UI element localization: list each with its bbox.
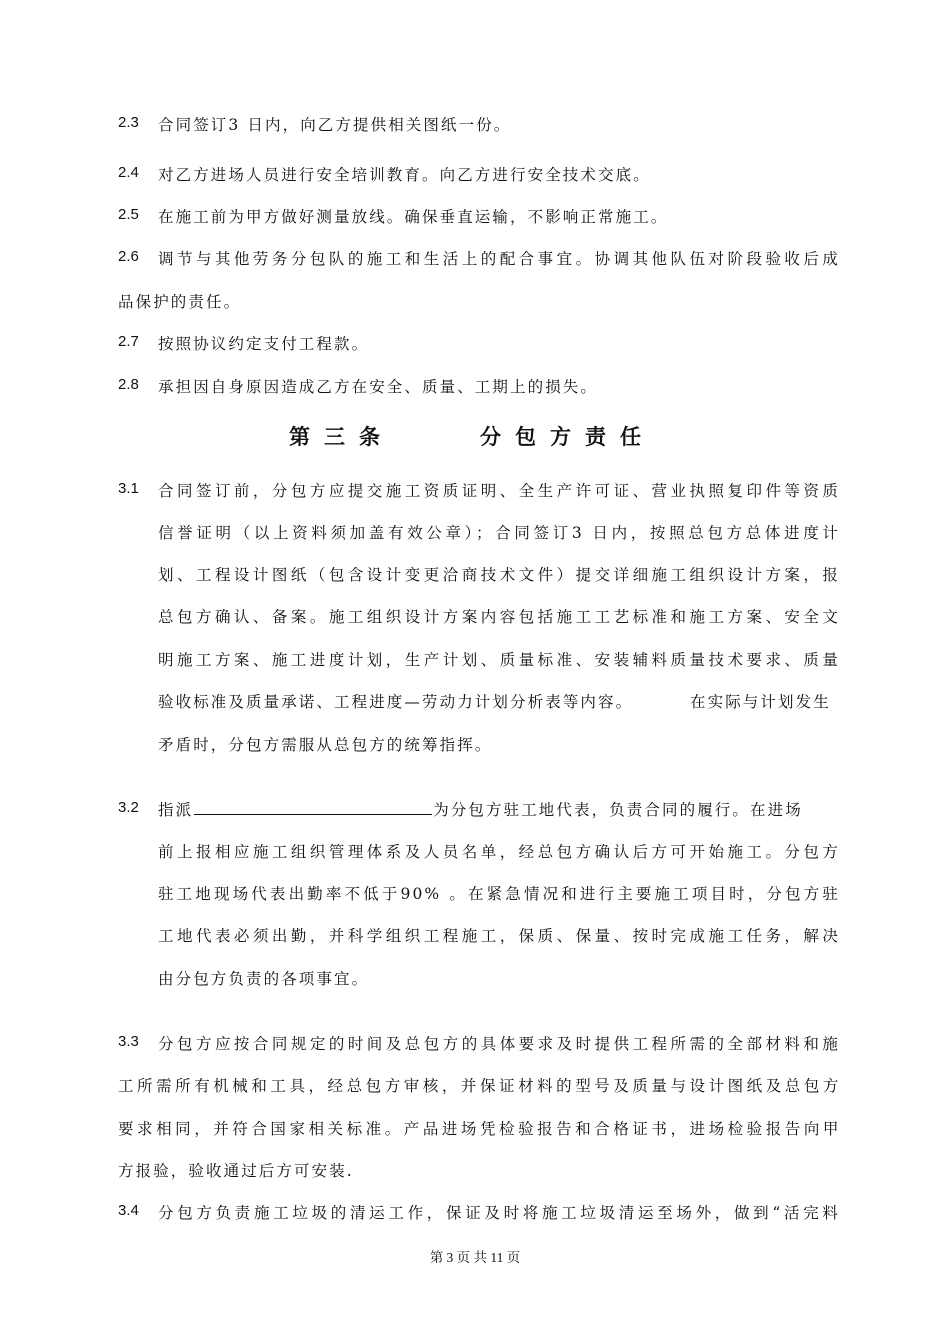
clause-number: 2.8 (118, 376, 139, 393)
clause-number: 3.4 (118, 1202, 139, 1219)
clause-number: 2.6 (118, 248, 139, 265)
clause-text: 合同签订3 日内，向乙方提供相关图纸一份。 (158, 116, 512, 134)
clause-text: 分包方应按合同规定的时间及总包方的具体要求及时提供工程所需的全部材料和施 (158, 1035, 840, 1053)
clause-number: 2.3 (118, 114, 139, 131)
clause-number: 3.3 (118, 1033, 139, 1050)
clause-text: 矛盾时，分包方需服从总包方的统筹指挥。 (158, 736, 493, 754)
clause-text: 在实际与计划发生 (690, 693, 831, 711)
page-footer: 第 3 页 共 11 页 (429, 1250, 521, 1265)
clause-text: 驻工地现场代表出勤率不低于90% 。在紧急情况和进行主要施工项目时，分包方驻 (158, 885, 840, 903)
clause-text: 在施工前为甲方做好测量放线。确保垂直运输，不影响正常施工。 (158, 208, 669, 226)
clause-text: 工所需所有机械和工具，经总包方审核，并保证材料的型号及质量与设计图纸及总包方 (118, 1077, 840, 1095)
clause-text (158, 798, 803, 820)
clause-text: 总包方确认、备案。施工组织设计方案内容包括施工工艺标准和施工方案、安全文 (158, 608, 840, 626)
representative-blank-field (194, 800, 432, 815)
clause-text: 由分包方负责的各项事宜。 (158, 970, 370, 988)
clause-text: 明施工方案、施工进度计划，生产计划、质量标准、安装辅料质量技术要求、质量 (158, 651, 840, 669)
clause-text: 按照协议约定支付工程款。 (158, 335, 370, 353)
clause-text: 信誉证明（以上资料须加盖有效公章）；合同签订3 日内，按照总包方总体进度计 (158, 524, 840, 542)
clause-number: 2.4 (118, 164, 139, 181)
clause-text: 划、工程设计图纸（包含设计变更洽商技术文件）提交详细施工组织设计方案，报 (158, 566, 840, 584)
clause-text: 分包方负责施工垃圾的清运工作，保证及时将施工垃圾清运至场外，做到“活完料 (158, 1204, 840, 1222)
clause-number: 3.1 (118, 480, 139, 497)
clause-text-suffix: 为分包方驻工地代表，负责合同的履行。在进场 (433, 801, 803, 819)
clause-number: 2.7 (118, 333, 139, 350)
clause-text: 要求相同，并符合国家相关标准。产品进场凭检验报告和合格证书，进场检验报告向甲 (118, 1120, 840, 1138)
clause-text: 对乙方进场人员进行安全培训教育。向乙方进行安全技术交底。 (158, 166, 651, 184)
clause-text: 前上报相应施工组织管理体系及人员名单，经总包方确认后方可开始施工。分包方 (158, 843, 840, 861)
clause-number: 2.5 (118, 206, 139, 223)
article-number: 第三条 (289, 424, 394, 449)
clause-text: 方报验，验收通过后方可安装. (118, 1162, 354, 1180)
clause-text: 工地代表必须出勤，并科学组织工程施工，保质、保量、按时完成施工任务，解决 (158, 927, 840, 945)
clause-number: 3.2 (118, 799, 139, 816)
clause-text: 品保护的责任。 (118, 293, 242, 311)
clause-text: 验收标准及质量承诺、工程进度—劳动力计划分析表等内容。 (158, 693, 634, 711)
clause-text: 调节与其他劳务分包队的施工和生活上的配合事宜。协调其他队伍对阶段验收后成 (158, 250, 840, 268)
article-title: 分包方责任 (480, 424, 655, 449)
clause-text: 承担因自身原因造成乙方在安全、质量、工期上的损失。 (158, 378, 599, 396)
clause-text: 合同签订前，分包方应提交施工资质证明、全生产许可证、营业执照复印件等资质 (158, 482, 840, 500)
clause-text-prefix: 指派 (158, 801, 194, 819)
